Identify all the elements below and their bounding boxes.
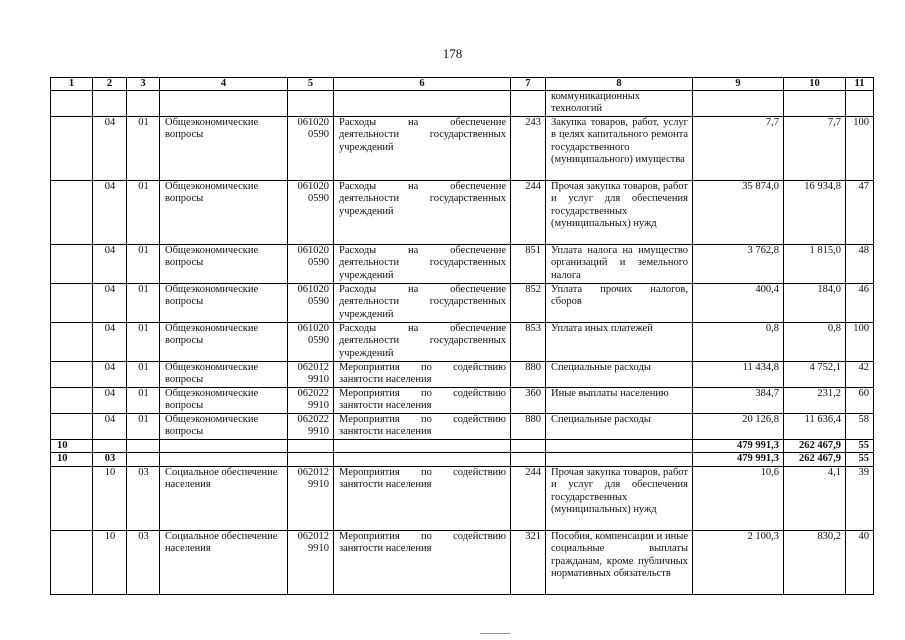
cell-c6: Расходы на обеспечение деятельности государственных учреждений [334,284,511,323]
table-row [51,181,874,245]
column-header: 8 [546,78,693,91]
cell-c11: 39 [846,466,874,530]
cell-c11: 100 [846,117,874,181]
column-header: 9 [693,78,784,91]
cell-c6: Мероприятия по содействию занятости населения [334,414,511,440]
cell-c3: 03 [127,530,160,594]
cell-c8: Специальные расходы [546,414,693,440]
column-header: 11 [846,78,874,91]
subtotal-c10: 262 467,9 [784,440,846,453]
cell-c8: коммуникационных технологий [546,91,693,117]
subtotal-empty [288,440,334,453]
cell-c8: Закупка товаров, работ, услуг в целях капитального ремонта государственного (муниципального) имущества [546,117,693,181]
cell-c5: 062012 9910 [288,466,334,530]
cell-c9: 3 762,8 [693,245,784,284]
subtotal-row [51,440,874,453]
column-header: 1 [51,78,93,91]
subtotal-empty [546,440,693,453]
cell-c4: Общеэкономические вопросы [160,245,288,284]
cell-c7: 244 [511,181,546,245]
cell-c4: Общеэкономические вопросы [160,181,288,245]
cell-c10: 0,8 [784,323,846,362]
cell-c11: 60 [846,388,874,414]
cell-c7: 880 [511,362,546,388]
cell-c6: Мероприятия по содействию занятости населения [334,362,511,388]
cell-c6: Мероприятия по содействию занятости населения [334,388,511,414]
cell-c8: Специальные расходы [546,362,693,388]
cell-col1 [51,91,93,117]
cell-c9: 400,4 [693,284,784,323]
subtotal-subsection: 03 [93,453,127,466]
cell-c9: 35 874,0 [693,181,784,245]
subtotal-empty [334,440,511,453]
cell-c5: 061020 0590 [288,245,334,284]
cell-c4: Общеэкономические вопросы [160,117,288,181]
cell-c7: 880 [511,414,546,440]
cell-c2: 04 [93,388,127,414]
cell-c11 [846,91,874,117]
subtotal-empty [334,453,511,466]
cell-c10: 16 934,8 [784,181,846,245]
cell-c9: 0,8 [693,323,784,362]
cell-c9 [693,91,784,117]
cell-c4 [160,91,288,117]
cell-c10 [784,91,846,117]
subtotal-c9: 479 991,3 [693,440,784,453]
table-row [51,245,874,284]
subtotal-empty [511,440,546,453]
cell-c6: Расходы на обеспечение деятельности государственных учреждений [334,323,511,362]
cell-c2: 04 [93,323,127,362]
cell-c8: Иные выплаты населению [546,388,693,414]
budget-table [50,77,874,595]
cell-c4: Социальное обеспечение населения [160,466,288,530]
column-header: 4 [160,78,288,91]
cell-c2: 04 [93,362,127,388]
cell-c2: 10 [93,466,127,530]
table-row [51,530,874,594]
cell-c7: 360 [511,388,546,414]
cell-c8: Уплата иных платежей [546,323,693,362]
cell-c2: 04 [93,181,127,245]
cell-c5: 062012 9910 [288,530,334,594]
cell-c4: Общеэкономические вопросы [160,284,288,323]
cell-c11: 42 [846,362,874,388]
subtotal-empty [160,440,288,453]
cell-c4: Социальное обеспечение населения [160,530,288,594]
subtotal-empty [127,440,160,453]
cell-col1 [51,388,93,414]
cell-c10: 4 752,1 [784,362,846,388]
subtotal-empty [127,453,160,466]
column-header: 3 [127,78,160,91]
cell-c3: 01 [127,245,160,284]
cell-c11: 100 [846,323,874,362]
cell-c5: 062022 9910 [288,388,334,414]
cell-c3: 01 [127,414,160,440]
subtotal-empty [288,453,334,466]
cell-c5: 061020 0590 [288,284,334,323]
cell-c4: Общеэкономические вопросы [160,362,288,388]
column-header: 2 [93,78,127,91]
cell-c6: Расходы на обеспечение деятельности государственных учреждений [334,181,511,245]
cell-c2: 04 [93,245,127,284]
cell-c5: 062022 9910 [288,414,334,440]
cell-c9: 7,7 [693,117,784,181]
subtotal-c10: 262 467,9 [784,453,846,466]
cell-c6: Мероприятия по содействию занятости населения [334,530,511,594]
subtotal-c11: 55 [846,453,874,466]
cell-c10: 4,1 [784,466,846,530]
cell-c10: 7,7 [784,117,846,181]
cell-c10: 231,2 [784,388,846,414]
cell-c7: 244 [511,466,546,530]
cell-col1 [51,414,93,440]
subtotal-section: 10 [51,453,93,466]
cell-c6: Мероприятия по содействию занятости населения [334,466,511,530]
cell-c8: Прочая закупка товаров, работ и услуг для обеспечения государственных (муниципальных) нужд [546,466,693,530]
cell-c5: 062012 9910 [288,362,334,388]
subtotal-empty [511,453,546,466]
cell-c5 [288,91,334,117]
cell-c10: 184,0 [784,284,846,323]
cell-col1 [51,245,93,284]
cell-c10: 830,2 [784,530,846,594]
cell-c6 [334,91,511,117]
cell-c3: 01 [127,362,160,388]
cell-c9: 20 126,8 [693,414,784,440]
cell-col1 [51,466,93,530]
next-page-edge [480,633,510,638]
cell-c3: 01 [127,117,160,181]
table-row [51,466,874,530]
cell-c6: Расходы на обеспечение деятельности государственных учреждений [334,245,511,284]
cell-c11: 40 [846,530,874,594]
cell-c2: 10 [93,530,127,594]
cell-c7: 851 [511,245,546,284]
cell-col1 [51,323,93,362]
cell-c2: 04 [93,284,127,323]
cell-c8: Пособия, компенсации и иные социальные выплаты гражданам, кроме публичных нормативных обязательств [546,530,693,594]
cell-c3: 01 [127,388,160,414]
cell-c4: Общеэкономические вопросы [160,323,288,362]
table-row [51,117,874,181]
cell-c3: 03 [127,466,160,530]
subtotal-c9: 479 991,3 [693,453,784,466]
cell-c9: 2 100,3 [693,530,784,594]
cell-c4: Общеэкономические вопросы [160,388,288,414]
cell-c8: Прочая закупка товаров, работ и услуг для обеспечения государственных (муниципальных) нужд [546,181,693,245]
cell-c2: 04 [93,414,127,440]
cell-c9: 384,7 [693,388,784,414]
cell-c3: 01 [127,181,160,245]
cell-c5: 061020 0590 [288,323,334,362]
cell-c11: 58 [846,414,874,440]
cell-col1 [51,362,93,388]
header-row [51,78,874,91]
cell-c10: 1 815,0 [784,245,846,284]
cell-c7: 321 [511,530,546,594]
cell-c3: 01 [127,284,160,323]
column-header: 6 [334,78,511,91]
cell-c8: Уплата налога на имущество организаций и земельного налога [546,245,693,284]
cell-c7: 852 [511,284,546,323]
cell-col1 [51,530,93,594]
cell-c7: 853 [511,323,546,362]
cell-c3 [127,91,160,117]
table-row [51,91,874,117]
cell-c11: 46 [846,284,874,323]
cell-col1 [51,181,93,245]
cell-c7: 243 [511,117,546,181]
page-number: 178 [442,46,463,61]
cell-c9: 11 434,8 [693,362,784,388]
table-row [51,284,874,323]
cell-c6: Расходы на обеспечение деятельности государственных учреждений [334,117,511,181]
column-header: 5 [288,78,334,91]
cell-c3: 01 [127,323,160,362]
cell-c10: 11 636,4 [784,414,846,440]
subtotal-subsection [93,440,127,453]
subtotal-c11: 55 [846,440,874,453]
table-row [51,323,874,362]
table-row [51,414,874,440]
subtotal-row [51,453,874,466]
subtotal-section: 10 [51,440,93,453]
cell-c9: 10,6 [693,466,784,530]
cell-c7 [511,91,546,117]
subtotal-empty [160,453,288,466]
table-row [51,362,874,388]
subtotal-empty [546,453,693,466]
cell-c5: 061020 0590 [288,181,334,245]
table-row [51,388,874,414]
cell-c8: Уплата прочих налогов, сборов [546,284,693,323]
cell-col1 [51,284,93,323]
cell-c11: 47 [846,181,874,245]
column-header: 10 [784,78,846,91]
cell-col1 [51,117,93,181]
cell-c4: Общеэкономические вопросы [160,414,288,440]
cell-c5: 061020 0590 [288,117,334,181]
column-header: 7 [511,78,546,91]
cell-c11: 48 [846,245,874,284]
cell-c2: 04 [93,117,127,181]
cell-c2 [93,91,127,117]
